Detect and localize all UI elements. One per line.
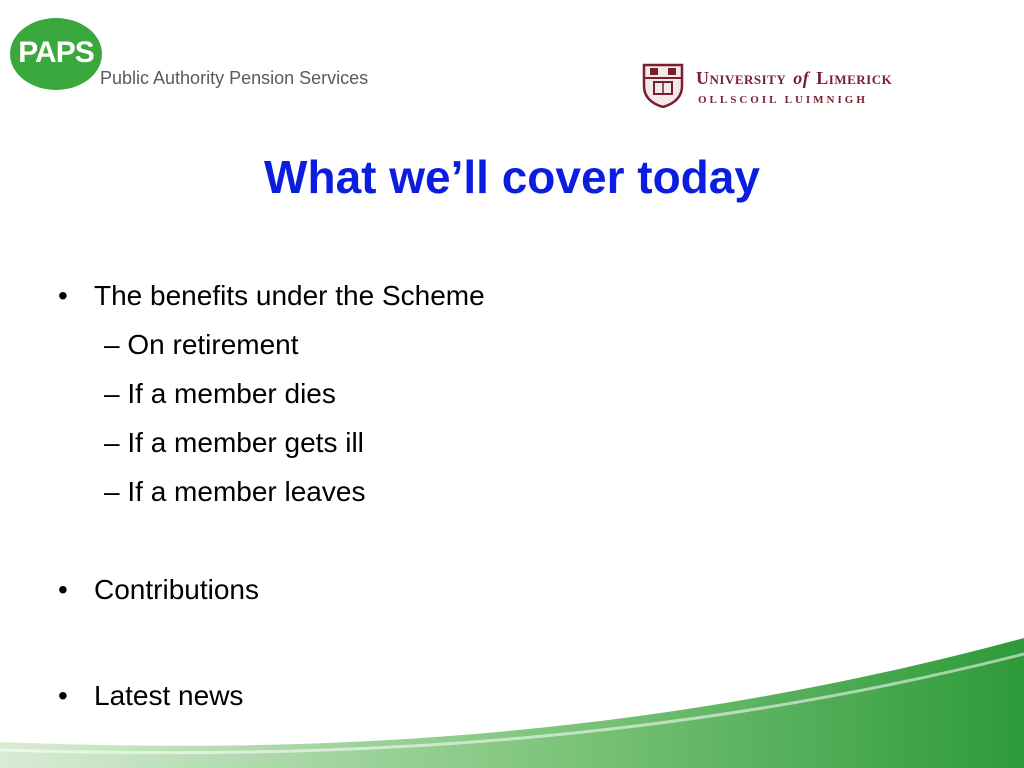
university-logo [640,62,920,110]
bullet-glyph: • [58,280,68,311]
sub-item [58,369,958,418]
sub-item-text: If a member leaves [127,476,366,507]
footer-swoosh [0,618,1024,768]
bullet-text: Contributions [94,574,259,605]
university-name-first: University [696,68,787,88]
sub-item-text: If a member gets ill [127,427,364,458]
university-irish-name: OLLSCOIL LUIMNIGH [698,94,868,106]
university-name-of: of [793,68,810,88]
sub-item [58,320,958,369]
sub-glyph: – [104,378,120,409]
bullet-item [58,566,958,614]
bullet-glyph: • [58,574,68,605]
paps-logo-badge [10,18,102,90]
paps-logo [10,18,370,98]
sub-item-text: On retirement [127,329,299,360]
bullet-item [58,272,958,320]
sub-glyph: – [104,329,120,360]
sub-item-text: If a member dies [127,378,336,409]
sub-glyph: – [104,476,120,507]
paps-logo-subtitle: Public Authority Pension Services [100,68,369,88]
bullet-text: The benefits under the Scheme [94,280,485,311]
paps-logo-text: PAPS [18,36,94,69]
university-name [696,68,892,89]
bullet-text: Latest news [94,680,244,711]
university-crest-icon [640,62,686,108]
university-name-last: Limerick [816,68,893,88]
footer-swoosh-shape [0,638,1024,768]
sub-item [58,467,958,516]
sub-item [58,418,958,467]
spacer [58,516,958,566]
sub-glyph: – [104,427,120,458]
slide-title: What we’ll cover today [264,151,760,203]
bullet-glyph: • [58,680,68,711]
